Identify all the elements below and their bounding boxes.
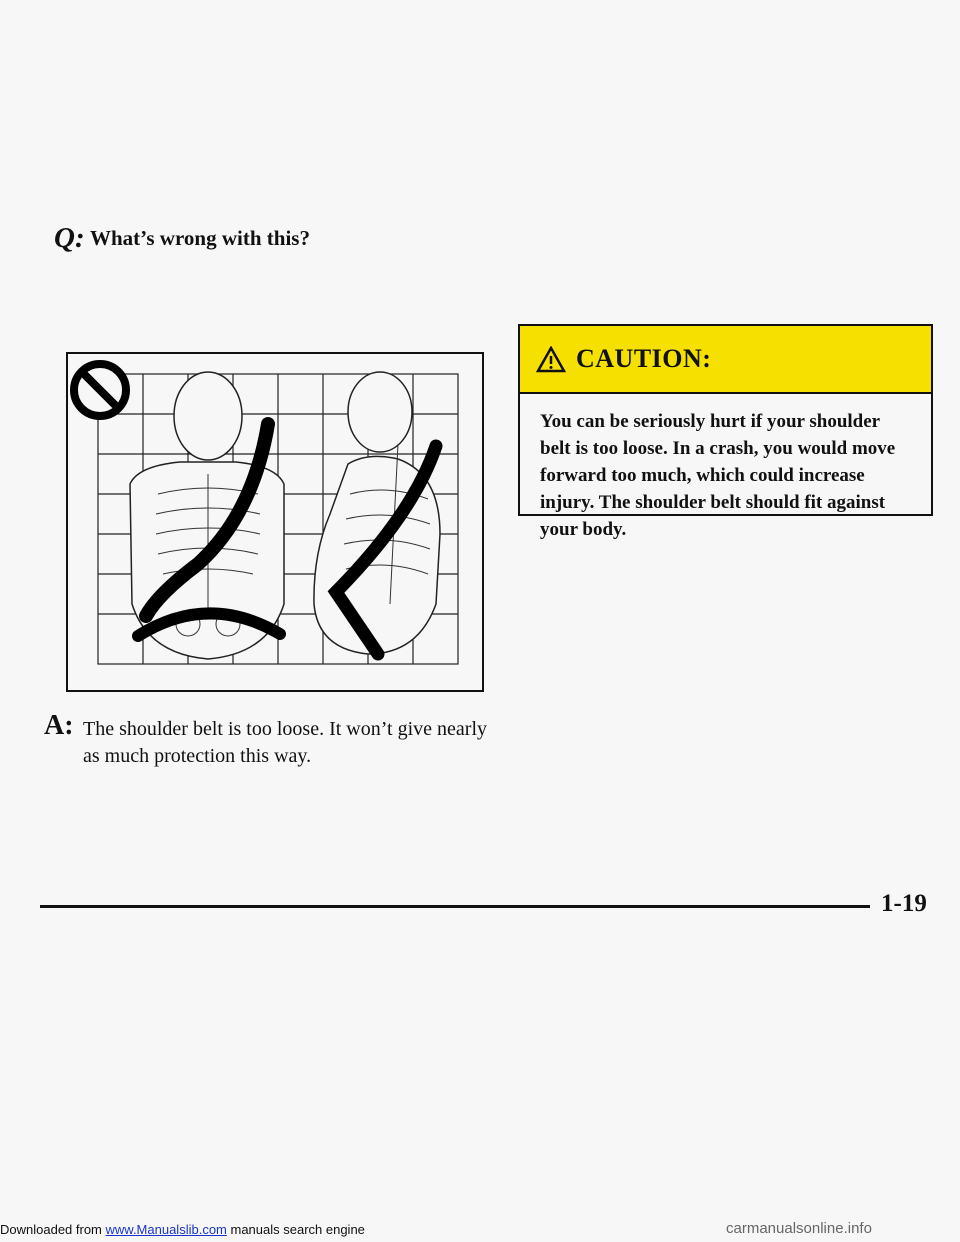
answer-text: The shoulder belt is too loose. It won’t give nearly as much protection this way. (83, 718, 487, 767)
caution-body: You can be seriously hurt if your shoulder belt is too loose. In a crash, you would move forward too much, which could increase injury. The shoulder belt should fit against your body. (540, 411, 896, 540)
footer-suffix: manuals search engine (226, 1222, 365, 1237)
footer-source (0, 1222, 365, 1237)
page-number: 1-19 (881, 890, 927, 917)
warning-triangle-icon (536, 346, 566, 373)
question-text: What’s wrong with this? (90, 226, 310, 250)
caution-title: CAUTION: (576, 344, 712, 373)
footer-prefix: Downloaded from (0, 1222, 106, 1237)
prohibited-icon (74, 364, 126, 416)
manualslib-link[interactable]: www.Manualslib.com (105, 1222, 227, 1237)
caution-header (520, 326, 931, 394)
watermark: carmanualsonline.info (726, 1220, 872, 1237)
seatbelt-illustration (66, 352, 484, 692)
footer-rule (40, 905, 870, 908)
question-label: Q: (54, 222, 85, 254)
caution-box (518, 324, 933, 540)
answer-label: A: (44, 710, 74, 741)
